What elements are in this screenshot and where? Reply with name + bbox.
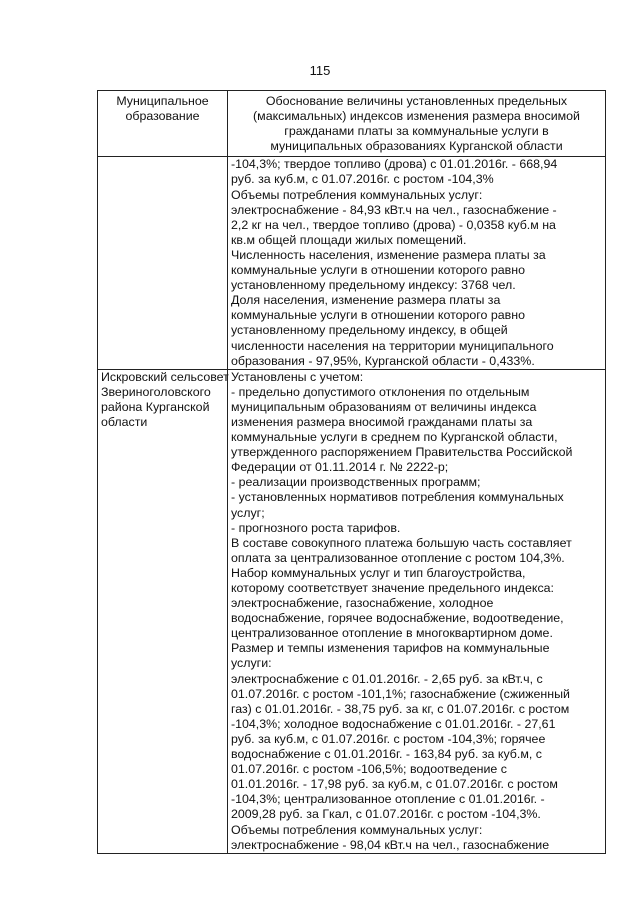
- page-number: 115: [309, 63, 331, 78]
- text-line: водоснабжение, горячее водоснабжение, водоотведение,: [231, 611, 564, 626]
- text-line: - реализации производственных программ;: [231, 475, 481, 490]
- text-line: утвержденного распоряжением Правительства Российской: [231, 445, 573, 460]
- text-line: электроснабжение - 98,04 кВт.ч на чел., газоснабжение: [231, 837, 550, 852]
- text-line: 01.07.2016г. с ростом -101,1%; газоснабжение (сжиженный: [231, 686, 570, 701]
- text-line: Доля населения, изменение размера платы за: [231, 293, 501, 308]
- text-line: руб. за куб.м, с 01.07.2016г. с ростом -104,3%; горячее: [231, 731, 546, 746]
- header-line: образование: [125, 109, 200, 124]
- text-line: коммунальные услуги в отношении которого равно: [231, 308, 525, 323]
- table-header-row: [98, 91, 606, 157]
- text-line: 2009,28 руб. за Гкал, с 01.07.2016г. с ростом -104,3%.: [231, 807, 541, 822]
- text-line: услуги:: [231, 656, 272, 671]
- text-line: Численность населения, изменение размера платы за: [231, 247, 546, 262]
- text-line: электроснабжение - 84,93 кВт.ч на чел., газоснабжение -: [231, 202, 557, 217]
- text-line: коммунальные услуги в среднем по Курганской области,: [231, 430, 558, 445]
- text-line: коммунальные услуги в отношении которого равно: [231, 263, 525, 278]
- text-line: оплата за централизованное отопление с ростом 104,3%.: [231, 550, 565, 565]
- municipality-line: Искровский сельсовет: [101, 369, 229, 384]
- text-line: В составе совокупного платежа большую часть составляет: [231, 535, 572, 550]
- text-line: электроснабжение, газоснабжение, холодное: [231, 596, 494, 611]
- justification-table: [97, 90, 606, 854]
- text-line: изменения размера вносимой гражданами платы за: [231, 414, 533, 429]
- text-line: установленному предельному индексу, в общей: [231, 323, 508, 338]
- table-row: [98, 157, 606, 369]
- municipality-line: Звериноголовского: [101, 384, 211, 399]
- text-line: - установленных нормативов потребления коммунальных: [231, 490, 564, 505]
- justification-cell: [228, 369, 606, 853]
- text-line: муниципальным образованиям от величины индекса: [231, 399, 537, 414]
- text-line: услуг;: [231, 505, 265, 520]
- header-line: муниципальных образованиях Курганской области: [270, 139, 563, 154]
- header-justification: [228, 91, 606, 157]
- text-line: централизованное отопление в многоквартирном доме.: [231, 626, 553, 641]
- text-line: - прогнозного роста тарифов.: [231, 520, 401, 535]
- text-line: -104,3%; централизованное отопление с 01.01.2016г. -: [231, 792, 545, 807]
- text-line: Установлены с учетом:: [231, 369, 364, 384]
- text-line: водоснабжение с 01.01.2016г. - 163,84 руб. за куб.м, с: [231, 747, 542, 762]
- text-line: Федерации от 01.11.2014 г. № 2222-р;: [231, 460, 449, 475]
- text-line: 01.01.2016г. - 17,98 руб. за куб.м, с 01.07.2016г. с ростом: [231, 777, 558, 792]
- header-line: (максимальных) индексов изменения размера вносимой: [253, 109, 580, 124]
- text-line: Объемы потребления коммунальных услуг:: [231, 187, 483, 202]
- header-line: Муниципальное: [116, 94, 209, 108]
- text-line: 2,2 кг на чел., твердое топливо (дрова) - 0,0358 куб.м на: [231, 217, 556, 232]
- text-line: - предельно допустимого отклонения по отдельным: [231, 384, 530, 399]
- text-line: установленному предельному индексу: 3768 чел.: [231, 278, 516, 293]
- municipality-cell: [98, 157, 228, 369]
- text-line: численности населения на территории муниципального: [231, 338, 554, 353]
- text-line: электроснабжение с 01.01.2016г. - 2,65 руб. за кВт.ч, с: [231, 671, 543, 686]
- table-row: [98, 369, 606, 853]
- header-municipality: [98, 91, 228, 157]
- text-line: образования - 97,95%, Курганской области - 0,433%.: [231, 353, 535, 368]
- municipality-line: района Курганской: [101, 399, 210, 414]
- header-line: гражданами платы за коммунальные услуги в: [284, 124, 549, 139]
- text-line: -104,3%; твердое топливо (дрова) с 01.01.2016г. - 668,94: [231, 157, 558, 172]
- text-line: 01.07.2016г. с ростом -106,5%; водоотведение с: [231, 762, 507, 777]
- text-line: газ) с 01.01.2016г. - 38,75 руб. за кг, с 01.07.2016г. с ростом: [231, 701, 570, 716]
- municipality-cell: [98, 369, 228, 853]
- justification-cell: [228, 157, 606, 369]
- header-line: Обоснование величины установленных предельных: [265, 94, 568, 108]
- text-line: руб. за куб.м, с 01.07.2016г. с ростом -104,3%: [231, 172, 494, 187]
- text-line: которому соответствует значение предельного индекса:: [231, 581, 554, 595]
- text-line: Набор коммунальных услуг и тип благоустройства,: [231, 565, 526, 580]
- municipality-line: области: [101, 414, 148, 429]
- text-line: Объемы потребления коммунальных услуг:: [231, 822, 483, 837]
- text-line: -104,3%; холодное водоснабжение с 01.01.2016г. - 27,61: [231, 716, 556, 731]
- text-line: Размер и темпы изменения тарифов на коммунальные: [231, 641, 550, 656]
- text-line: кв.м общей площади жилых помещений.: [231, 232, 467, 247]
